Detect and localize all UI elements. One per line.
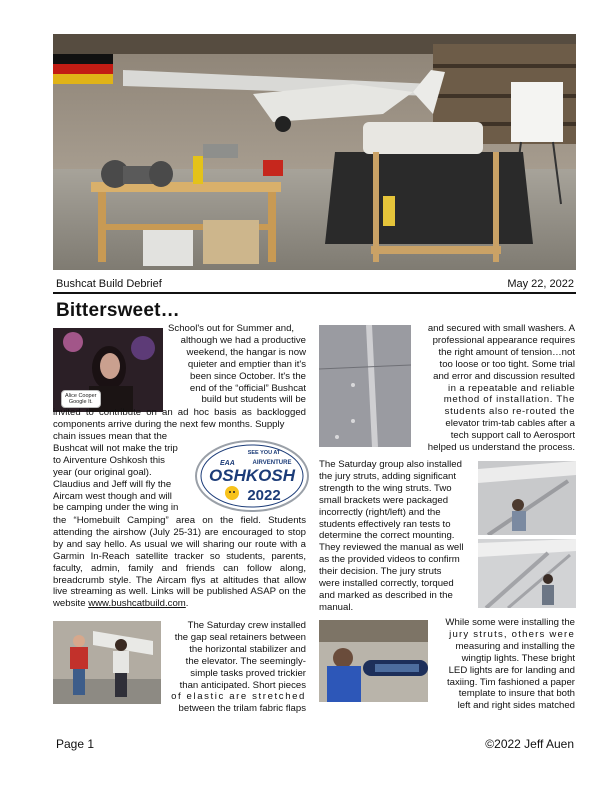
crew-line: The Saturday crew installed [187, 620, 306, 631]
crew-line: of elastic are stretched [171, 691, 306, 703]
wingtip-light-photo [319, 620, 428, 702]
jury-line: determine the correct mounting. [319, 530, 455, 542]
crew-line: simple tasks proved trickier [190, 667, 306, 679]
camping-text-end: . [185, 598, 189, 610]
wingtip-line: taxiing. Tim fashioned a paper [447, 676, 575, 688]
wingtip-line: left and right sides matched [457, 700, 575, 712]
wingtip-line: template to insure that both [458, 688, 575, 700]
jury-line: strength to the wing struts. Two [319, 482, 452, 494]
intro-line: build but students will be [201, 394, 306, 406]
logo-year: 2022 [247, 487, 281, 504]
intro-line: been since October. It's the [190, 370, 306, 382]
jury-line: manual. [319, 601, 354, 613]
jury-struts-text [319, 459, 474, 614]
jury-strut-photo-bottom [478, 539, 576, 608]
camping-paragraph [53, 515, 306, 610]
wingtip-line: wingtip lights. These bright [461, 652, 575, 664]
jury-line: were installed correctly, torqued [319, 578, 454, 590]
seal-line: students also re-routed the [444, 406, 575, 418]
logo-oshkosh: OSHKOSH [209, 466, 295, 485]
caption-name: Alice Cooper [65, 393, 97, 399]
website-link[interactable]: www.bushcatbuild.com [88, 598, 186, 610]
intro-line: quieter and emptier than it's [187, 358, 306, 370]
jury-line: They reviewed the manual as well [319, 542, 464, 554]
wrap-line: chain issues mean that the [53, 431, 168, 442]
wingtip-line: jury struts, others were [449, 628, 575, 640]
wingtip-line: measuring and installing the [455, 640, 575, 652]
newsletter-title: Bushcat Build Debrief [56, 278, 162, 290]
hangar-hero-photo [53, 34, 576, 270]
jury-line: their decision. The jury struts [319, 566, 442, 578]
saturday-crew-photo [53, 621, 161, 704]
seal-line: too loose or too tight. Some trial [439, 358, 575, 370]
header-rule [53, 292, 576, 294]
wrap-line: Claudius and Jeff will fly the [53, 478, 172, 490]
crew-line: than anticipated. Short pieces [179, 679, 306, 691]
photo-caption [61, 390, 101, 408]
crew-line: the horizontal stabilizer and [189, 643, 306, 655]
jury-line: incorrectly (right/left) and the [319, 506, 441, 518]
wrap-line: to Airventure Oshkosh this [53, 454, 165, 466]
oshkosh-wrap-text [53, 431, 193, 514]
logo-airventure: AIRVENTURE [252, 460, 292, 466]
gap-seal-photo [319, 325, 411, 447]
page-number: Page 1 [56, 737, 95, 751]
seal-line: helped us understand the process. [427, 442, 575, 454]
logo-eaa: EAA [220, 460, 235, 467]
wrap-line: year (our original goal). [53, 466, 152, 478]
seal-line: elevator trim-tab cables after a [445, 418, 575, 430]
jury-line: students effectively ran tests to [319, 518, 451, 530]
seal-line: the right amount of tension…not [438, 346, 575, 358]
copyright: ©2022 Jeff Auen [485, 737, 574, 751]
seal-line: tech support call to Aerosport [450, 430, 575, 442]
saturday-crew-text [166, 620, 306, 715]
intro-line: although we had a productive [180, 334, 306, 346]
seal-line: and secured with small washers. A [427, 323, 575, 334]
wrap-line: be camping under the wing in [53, 502, 179, 514]
jury-strut-photo-top [478, 461, 576, 535]
seal-line: and error and discussion resulted [433, 370, 575, 382]
jury-line: The Saturday group also installed [319, 459, 462, 470]
camping-text: the “Homebuilt Camping” area on the field. Students attending the airshow (July 25-31) are encouraged to stop by and say hello. As usual we will sharing our route with a Garmin In-Reach satellite tracker so students, parents, faculty, admin, family and friends can follow along, breadcrumb style. The Aircam flys at altitudes that allow live streaming as well. Links will be published ASAP on the website [53, 515, 306, 610]
crew-line: the gap seal retainers between [174, 631, 306, 643]
issue-date: May 22, 2022 [507, 278, 574, 290]
supply-paragraph: invited to contribute on an ad hoc basis as backlogged components arrive during the next few months. Supply [53, 407, 306, 430]
intro-line: School's out for Summer and, [168, 323, 295, 334]
jury-line: and marked as described in the [319, 589, 453, 601]
wingtip-line: While some were installing the [445, 617, 575, 628]
jury-line: small brackets were packaged [319, 494, 449, 506]
intro-line: end of the “official” Bushcat [189, 382, 306, 394]
logo-see-you: SEE YOU AT [247, 450, 281, 456]
seal-line: in a repeatable and reliable [448, 382, 575, 394]
crew-line: the elevator. The seemingly- [185, 655, 306, 667]
wingtip-text [433, 617, 575, 712]
jury-line: as the provided videos to confirm [319, 554, 460, 566]
article-headline: Bittersweet… [56, 300, 180, 321]
oshkosh-airventure-logo [194, 438, 310, 514]
wingtip-line: LED lights are for landing and [448, 664, 575, 676]
caption-note: Google It. [68, 399, 93, 405]
jury-line: the jury struts, adding significant [319, 470, 457, 482]
seal-text [416, 323, 575, 454]
intro-line: weekend, the hangar is now [186, 346, 306, 358]
wrap-line: Bushcat will not make the trip [53, 442, 178, 454]
seal-line: professional appearance requires [432, 334, 575, 346]
crew-line: between the trilam fabric flaps [178, 703, 306, 715]
seal-line: method of installation. The [443, 394, 575, 406]
intro-paragraph [168, 323, 306, 406]
wrap-line: Aircam west though and will [53, 490, 172, 502]
